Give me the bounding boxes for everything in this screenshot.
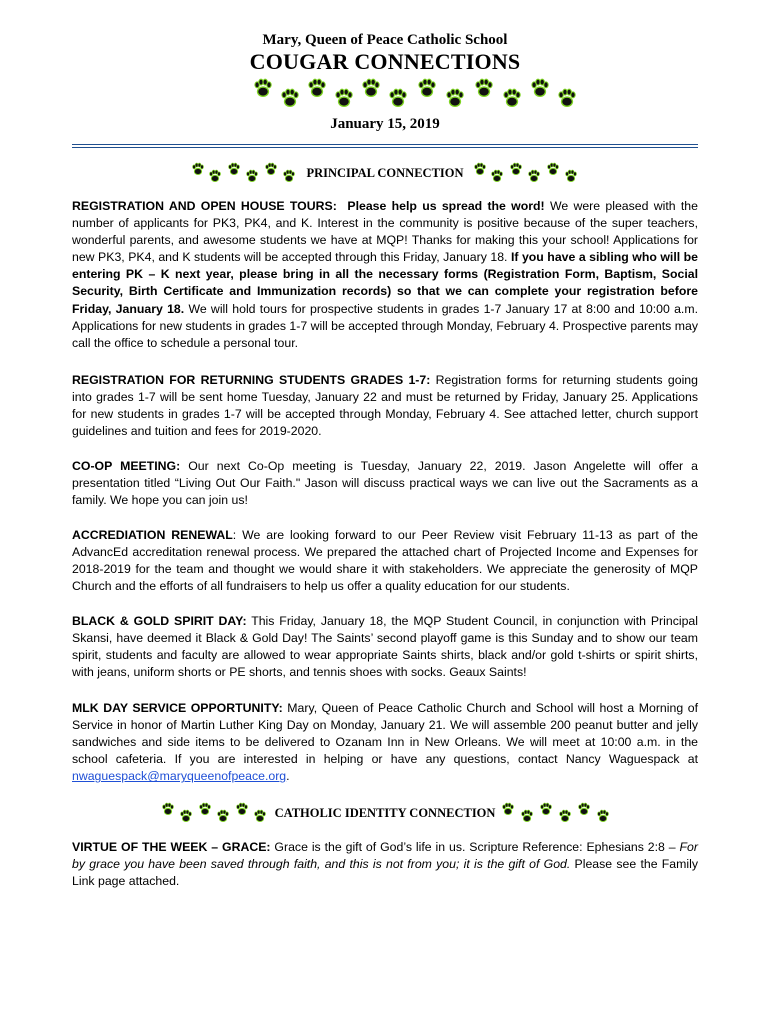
paragraph-heading: MLK DAY SERVICE OPPORTUNITY: [72, 701, 283, 715]
paw-print-icon [532, 79, 548, 96]
issue-date: January 15, 2019 [330, 116, 440, 132]
paragraph-heading: REGISTRATION AND OPEN HOUSE TOURS: [72, 199, 337, 213]
paragraph-bold-sibling: If you have a sibling who will be entering PK – K next year, please bring in all the necessary forms (Registration Form, Baptism, Social Security, Birth Certificate and Immunization records) so that we can complete your registration before Friday, January 18. [72, 250, 698, 316]
paragraph-returning-students [72, 372, 698, 440]
paragraph-text: Our next Co-Op meeting is Tuesday, January 22, 2019. Jason Angelette will offer a presentation titled “Living Out Our Faith." Jason will discuss practical ways we can live out the Sacraments as a family. We hope you can join us! [72, 459, 698, 508]
paragraph-heading: CO-OP MEETING: [72, 459, 181, 473]
section-title-catholic [0, 806, 770, 821]
paw-print-icon [363, 79, 379, 96]
paragraph-co-op-meeting [72, 458, 698, 509]
paragraph-text: Please see the Family Link page attached. [72, 857, 698, 889]
divider-line [72, 147, 698, 148]
paragraph-registration-open-house [72, 198, 698, 352]
paw-print-icon [559, 89, 575, 106]
paw-print-icon [390, 89, 406, 106]
paw-print-icon [447, 89, 463, 106]
paragraph-text: We were pleased with the number of applicants for PK3, PK4, and K. Interest in the community is positive because of the super teachers, wonderful parents, and awesome students we have at MQP! Thanks for making this your school! Applications for new PK3, PK4, and K students will be accepted through this Friday, January 18. [72, 199, 698, 265]
paw-print-icon [336, 89, 352, 106]
paw-print-icon [282, 89, 298, 106]
paw-print-icon [309, 79, 325, 96]
paragraph-heading: ACCREDIATION RENEWAL [72, 528, 233, 542]
paw-print-icon [419, 79, 435, 96]
paragraph-accreditation-renewal [72, 527, 698, 595]
paw-print-icon [476, 79, 492, 96]
contact-email-link[interactable]: nwaguespack@maryqueenofpeace.org [72, 769, 287, 784]
paragraph-heading: VIRTUE OF THE WEEK – GRACE: [72, 840, 271, 854]
paragraph-text: This Friday, January 18, the MQP Student Council, in conjunction with Principal Skansi, have deemed it Black & Gold Day! The Saints’ second playoff game is this Sunday and to show our team spirit, students and faculty are allowed to wear appropriate Saints shirts, black and/or gold t-shirts or spirit shirts, with jeans, uniform shorts or PE shorts, and tennis shoes with socks. Geaux Saints! [72, 614, 698, 680]
scripture-quote: For by grace you have been saved through faith, and this is not from you; it is the gift of God. [72, 840, 698, 872]
paragraph-text: Registration forms for returning students going into grades 1-7 will be sent home Tuesday, January 22 and must be returned by Friday, January 25. Applications for new students in grades 1-7 will be accepted through Monday, February 4. See attached letter, church support guidelines and tuition and fees for 2019-2020. [72, 373, 698, 439]
school-name: Mary, Queen of Peace Catholic School [262, 32, 508, 48]
paragraph-text: . [286, 769, 290, 784]
section-title-principal-text: PRINCIPAL CONNECTION [302, 166, 467, 180]
paw-print-icon [255, 79, 271, 96]
paragraph-heading: REGISTRATION FOR RETURNING STUDENTS GRADES 1-7: [72, 373, 431, 387]
section-title-principal [0, 166, 770, 181]
divider-line [72, 144, 698, 145]
paragraph-text: We will hold tours for prospective students in grades 1-7 January 17 at 8:00 and 10:00 a.m. Applications for new students in grades 1-7 will be accepted through Monday, February 4. Prospective parents may call the office to schedule a personal tour. [72, 301, 698, 350]
paragraph-spirit-day [72, 613, 698, 681]
paragraph-text: Mary, Queen of Peace Catholic Church and School will host a Morning of Service in honor of Martin Luther King Day on Monday, January 21. We will assemble 200 peanut butter and jelly sandwiches and side items to be delivered to Ozanam Inn in New Orleans. We will meet at 10:00 a.m. in the school cafeteria. If you are interested in helping or have any questions, contact Nancy Waguespack at [72, 701, 698, 767]
paw-print-icon [504, 89, 520, 106]
header-paw-row [0, 76, 770, 110]
paragraph-text: : We are looking forward to our Peer Review visit February 11-13 as part of the AdvancEd accreditation renewal process. We prepared the attached chart of Projected Income and Expenses for 2018-2019 for the team and thought we would share it with stakeholders. We appreciate the generosity of MQP Church and the efforts of all fundraisers to help us offer a quality education for our students. [72, 528, 699, 594]
newsletter-title: COUGAR CONNECTIONS [249, 49, 521, 74]
paragraph-heading: BLACK & GOLD SPIRIT DAY: [72, 614, 247, 628]
paragraph-mlk-day [72, 700, 698, 785]
paragraph-virtue-of-week [72, 839, 698, 890]
paragraph-bold-lead: Please help us spread the word! [347, 199, 545, 213]
section-title-catholic-text: CATHOLIC IDENTITY CONNECTION [271, 806, 500, 820]
paragraph-text: Grace is the gift of God’s life in us. Scripture Reference: Ephesians 2:8 – [270, 840, 680, 854]
